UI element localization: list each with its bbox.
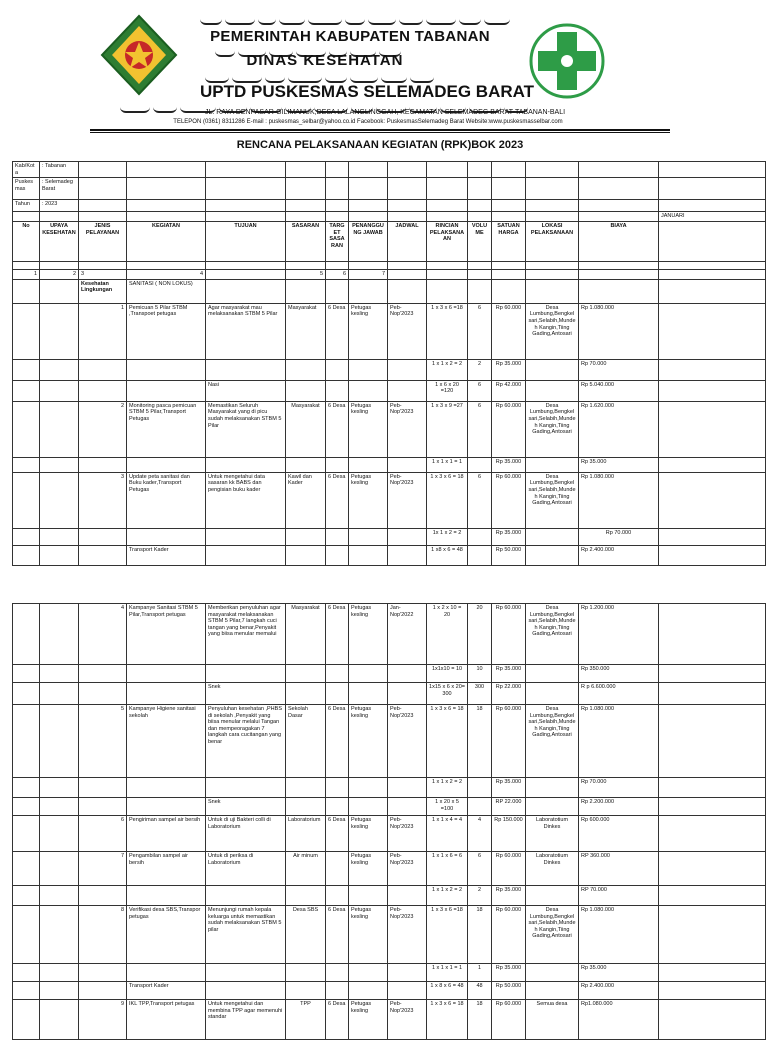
activity-cost: Rp 70.000: [579, 778, 659, 798]
activity-detail: 1 x 3 x 6 =18: [427, 303, 468, 359]
program-label: SANITASI ( NON LOKUS): [127, 279, 206, 303]
activity-schedule: Peb-Nop'2023: [388, 1000, 427, 1040]
activity-schedule: Peb-Nop'2023: [388, 816, 427, 852]
activity-unit-price: Rp 60.000: [492, 303, 526, 359]
activity-unit-price: Rp 60.000: [492, 852, 526, 886]
table-row: [13, 852, 766, 886]
activity-cost: Rp 1.200.000: [579, 604, 659, 665]
activity-pic: Petugas kesling: [349, 852, 388, 886]
activity-cost: Rp 2.400.000: [579, 982, 659, 1000]
activity-target: [326, 852, 349, 886]
activity-number: 3: [79, 472, 127, 528]
header-satuan: SATUAN HARGA: [492, 222, 526, 262]
activity-target: 6 Desa: [326, 816, 349, 852]
activity-target-group: Kawil dan Kader: [286, 472, 326, 528]
balinese-script-line: [200, 12, 530, 22]
table-row: [13, 982, 766, 1000]
activity-detail: 1 x 20 x 5 =100: [427, 798, 468, 816]
table-row: [13, 303, 766, 359]
activity-cost: Rp 70.000: [579, 528, 659, 545]
activity-unit-price: Rp 35.000: [492, 778, 526, 798]
header-jadwal: JADWAL: [388, 222, 427, 262]
activity-unit-price: Rp 22.000: [492, 683, 526, 705]
activity-pic: Petugas kesling: [349, 906, 388, 964]
activity-name: Kampanye Higiene sanitasi sekolah: [127, 705, 206, 778]
activity-detail: 1 x 2 x 10 = 20: [427, 604, 468, 665]
activity-detail: 1 x 1 x 6 = 6: [427, 852, 468, 886]
rpk-table-page-2: [12, 603, 766, 1040]
activity-location: Desa Lumbung,Bengkel sari,Selabih,Mundeh Kangin,Tiing Gading,Antosari: [526, 604, 579, 665]
activity-volume: 300: [468, 683, 492, 705]
activity-cost: Rp 1.080.000: [579, 472, 659, 528]
section-row: [13, 279, 766, 303]
activity-detail: 1 x 1 x 2 = 2: [427, 778, 468, 798]
activity-cost: Rp 5.040.000: [579, 380, 659, 401]
activity-goal: Agar masyarakat mau melaksanakan STBM 5 Pilar: [206, 303, 286, 359]
numbering-row: [13, 270, 766, 280]
activity-number: 2: [79, 401, 127, 457]
activity-unit-price: Rp 60.000: [492, 604, 526, 665]
activity-detail: 1 x 6 x 20 =120: [427, 380, 468, 401]
activity-detail: 1 x8 x 6 = 48: [427, 545, 468, 565]
activity-detail: 1 x 1 x 1 = 1: [427, 964, 468, 982]
item-label: Transport Kader: [127, 545, 206, 565]
regency-emblem-icon: [98, 14, 180, 96]
header-jenis: JENIS PELAYANAN: [79, 222, 127, 262]
table-row: [13, 964, 766, 982]
table-row: [13, 798, 766, 816]
activity-unit-price: Rp 35.000: [492, 528, 526, 545]
table-row: [13, 380, 766, 401]
activity-cost: Rp 1.080.000: [579, 705, 659, 778]
activity-volume: 6: [468, 852, 492, 886]
activity-detail: 1x15 x 6 x 20= 300: [427, 683, 468, 705]
col-number: 5: [286, 270, 326, 280]
activity-name: Pengambilan sampel air bersih: [127, 852, 206, 886]
header-target: TARGET SASARAN: [326, 222, 349, 262]
activity-target: 6 Desa: [326, 401, 349, 457]
activity-detail: 1x 1 x 2 = 2: [427, 528, 468, 545]
header-no: No: [13, 222, 40, 262]
activity-volume: 18: [468, 906, 492, 964]
activity-unit-price: Rp 150.000: [492, 816, 526, 852]
activity-schedule: Peb-Nop'2023: [388, 906, 427, 964]
table-row: [13, 816, 766, 852]
activity-target-group: Masyarakat: [286, 401, 326, 457]
activity-volume: 6: [468, 401, 492, 457]
activity-cost: Rp 350.000: [579, 665, 659, 683]
activity-goal: Untuk mengetahui data sasaran kk BABS dan pengisian buku kader: [206, 472, 286, 528]
activity-target-group: Air minum: [286, 852, 326, 886]
activity-target: 6 Desa: [326, 705, 349, 778]
activity-cost: Rp 35.000: [579, 964, 659, 982]
header-rincian: RINCIAN PELAKSANAAN: [427, 222, 468, 262]
activity-schedule: Peb-Nop'2023: [388, 303, 427, 359]
table-row: [13, 457, 766, 472]
activity-volume: 2: [468, 359, 492, 380]
activity-detail: 1 x 3 x 6 = 18: [427, 705, 468, 778]
col-number: 7: [349, 270, 388, 280]
activity-pic: Petugas kesling: [349, 472, 388, 528]
activity-schedule: Jan-Nop'2022: [388, 604, 427, 665]
activity-location: Laboratotium Dinkes: [526, 816, 579, 852]
activity-volume: 18: [468, 705, 492, 778]
activity-unit-price: Rp 50.000: [492, 545, 526, 565]
health-cross-logo-icon: [528, 22, 606, 100]
address-line: JL. RAYA DENPASAR-GILIMANUK,DESA LALANGLINGGAH, KECAMATAN SELEMADEG BARAT-TABANAN-BALI: [204, 109, 566, 116]
activity-unit-price: Rp 42.000: [492, 380, 526, 401]
activity-detail: 1x1x10 = 10: [427, 665, 468, 683]
activity-goal: Untuk di uji Bakteri colli di Laboratorium: [206, 816, 286, 852]
kabkota-label: Kab/Kota: [13, 162, 40, 178]
activity-cost: RP 70.000: [579, 886, 659, 906]
table-row: [13, 545, 766, 565]
activity-unit-price: Rp 60.000: [492, 1000, 526, 1040]
table-row: [13, 528, 766, 545]
table-row: [13, 472, 766, 528]
activity-schedule: Peb-Nop'2023: [388, 852, 427, 886]
header-tujuan: TUJUAN: [206, 222, 286, 262]
col-number: 2: [40, 270, 79, 280]
table-row: [13, 886, 766, 906]
activity-goal: Untuk di periksa di Laboratorium: [206, 852, 286, 886]
activity-cost: Rp 600.000: [579, 816, 659, 852]
activity-number: 7: [79, 852, 127, 886]
activity-name: Pengiriman sampel air bersih: [127, 816, 206, 852]
header-sasaran: SASARAN: [286, 222, 326, 262]
activity-schedule: Peb-Nop'2023: [388, 472, 427, 528]
table-row: [13, 604, 766, 665]
activity-name: Pemicuan 5 Pilar STBM ,Transpoet petugas: [127, 303, 206, 359]
activity-number: 8: [79, 906, 127, 964]
activity-goal: Memberikan penyuluhan agar masyarakat melaksanakan STBM 5 Pilar,7 langkah cuci tangan yang benar,Penyakit yang biisa menular memalui: [206, 604, 286, 665]
activity-cost: Rp 2.400.000: [579, 545, 659, 565]
activity-name: Verifikasi desa SBS,Transpor petugas: [127, 906, 206, 964]
activity-volume: 2: [468, 886, 492, 906]
letterhead-rule-thin: [90, 132, 670, 133]
activity-number: 6: [79, 816, 127, 852]
item-label: Nasi: [206, 380, 286, 401]
document-title: RENCANA PELAKSANAAN KEGIATAN (RPK)BOK 2023: [236, 139, 524, 151]
activity-detail: 1 x 3 x 6 =18: [427, 906, 468, 964]
col-number: 3: [79, 270, 127, 280]
header-pj: PENANGGUNG JAWAB: [349, 222, 388, 262]
activity-volume: 6: [468, 303, 492, 359]
activity-unit-price: Rp 35.000: [492, 457, 526, 472]
activity-detail: 1 x 8 x 6 = 48: [427, 982, 468, 1000]
col-number: 4: [127, 270, 206, 280]
puskesmas-label: Puskesmas: [13, 178, 40, 200]
table-row: [13, 778, 766, 798]
col-number: 1: [13, 270, 40, 280]
activity-location: Desa Lumbung,Bengkel sari,Selabih,Mundeh Kangin,Tiing Gading,Antosari: [526, 705, 579, 778]
activity-location: Laboratotium Dinkes: [526, 852, 579, 886]
month-label: JANUARI: [659, 212, 766, 222]
activity-volume: 1: [468, 964, 492, 982]
header-row: [13, 222, 766, 262]
activity-volume: 10: [468, 665, 492, 683]
activity-volume: 6: [468, 380, 492, 401]
month-row: [13, 212, 766, 222]
activity-detail: 1 x 3 x 6 = 18: [427, 472, 468, 528]
activity-target: 6 Desa: [326, 472, 349, 528]
activity-goal: Menunjungi rumah kepala keluarga untuk memastikan sudah melaksanakan STBM 5 pilar: [206, 906, 286, 964]
activity-target: 6 Desa: [326, 604, 349, 665]
activity-unit-price: Rp 50.000: [492, 982, 526, 1000]
activity-schedule: Peb-Nop'2023: [388, 705, 427, 778]
activity-unit-price: Rp 35.000: [492, 964, 526, 982]
activity-cost: R p 6.600.000: [579, 683, 659, 705]
activity-cost: Rp1.080.000: [579, 1000, 659, 1040]
table-row: [13, 683, 766, 705]
activity-volume: 48: [468, 982, 492, 1000]
activity-number: 5: [79, 705, 127, 778]
header-lokasi: LOKASI PELAKSANAAN: [526, 222, 579, 262]
activity-goal: Penyuluhan kesehatan ,PHBS di sekolah ,Penyakit yang biisa menular melalui Tangan dan mempeoragakan 7 langkah cara cucitangan yang benar: [206, 705, 286, 778]
letterhead-rule: [90, 129, 670, 131]
activity-unit-price: Rp 60.000: [492, 906, 526, 964]
activity-pic: Petugas kesling: [349, 303, 388, 359]
activity-name: IKL TPP,Transport petugas: [127, 1000, 206, 1040]
activity-cost: Rp 35.000: [579, 457, 659, 472]
activity-unit-price: RP 22.000: [492, 798, 526, 816]
meta-row: [13, 200, 766, 212]
department-name: DINAS KESEHATAN: [246, 52, 404, 69]
balinese-script-line: [205, 70, 505, 80]
activity-detail: 1 x 1 x 4 = 4: [427, 816, 468, 852]
activity-location: Desa Lumbung,Bengkel sari,Selabih,Mundeh Kangin,Tiing Gading,Antosari: [526, 472, 579, 528]
activity-number: 1: [79, 303, 127, 359]
item-label: Snek: [206, 683, 286, 705]
activity-pic: Petugas kesling: [349, 816, 388, 852]
header-biaya: BIAYA: [579, 222, 659, 262]
activity-target-group: Sekolah Dasar: [286, 705, 326, 778]
activity-unit-price: Rp 60.000: [492, 705, 526, 778]
activity-cost: Rp 2.200.000: [579, 798, 659, 816]
activity-unit-price: Rp 60.000: [492, 472, 526, 528]
activity-cost: Rp 1.080.000: [579, 303, 659, 359]
header-upaya: UPAYA KESEHATAN: [40, 222, 79, 262]
activity-schedule: Peb-Nop'2023: [388, 401, 427, 457]
activity-unit-price: Rp 35.000: [492, 886, 526, 906]
activity-name: Kampanye Sanitasi STBM 5 Pilar,Transport petugas: [127, 604, 206, 665]
activity-pic: Petugas kesling: [349, 604, 388, 665]
letterhead: [0, 0, 768, 130]
activity-unit-price: Rp 35.000: [492, 359, 526, 380]
tahun-value: : 2023: [40, 200, 79, 212]
activity-cost: Rp 1.620.000: [579, 401, 659, 457]
activity-detail: 1 x 3 x 9 =27: [427, 401, 468, 457]
activity-volume: 6: [468, 472, 492, 528]
activity-location: Desa Lumbung,Bengkel sari,Selabih,Mundeh Kangin,Tiing Gading,Antosari: [526, 303, 579, 359]
service-label: Kesehatan Lingkungan: [79, 279, 127, 303]
item-label: Snek: [206, 798, 286, 816]
table-row: [13, 1000, 766, 1040]
activity-number: 9: [79, 1000, 127, 1040]
activity-name: Update peta sanitasi dan Buku kader,Transport Petugas: [127, 472, 206, 528]
activity-volume: 18: [468, 1000, 492, 1040]
meta-row: [13, 178, 766, 200]
kabkota-value: : Tabanan: [40, 162, 79, 178]
activity-cost: Rp 70.000: [579, 359, 659, 380]
table-row: [13, 359, 766, 380]
table-row: [13, 665, 766, 683]
activity-detail: 1 x 1 x 2 = 2: [427, 359, 468, 380]
activity-goal: Untuk mengetahui dan membina TPP agar memenuhi standar: [206, 1000, 286, 1040]
activity-volume: 20: [468, 604, 492, 665]
activity-pic: Petugas kesling: [349, 401, 388, 457]
activity-detail: 1 x 1 x 1 = 1: [427, 457, 468, 472]
activity-unit-price: Rp 35.000: [492, 665, 526, 683]
activity-target: 6 Desa: [326, 303, 349, 359]
activity-target-group: TPP: [286, 1000, 326, 1040]
activity-target: 6 Desa: [326, 906, 349, 964]
government-name: PEMERINTAH KABUPATEN TABANAN: [210, 28, 490, 45]
activity-location: Desa Lumbung,Bengkel sari,Selabih,Mundeh Kangin,Tiing Gading,Antosari: [526, 906, 579, 964]
puskesmas-value: : Selemadeg Barat: [40, 178, 79, 200]
activity-target-group: Desa SBS: [286, 906, 326, 964]
table-row: [13, 705, 766, 778]
meta-row: [13, 162, 766, 178]
header-kegiatan: KEGIATAN: [127, 222, 206, 262]
activity-pic: Petugas kesling: [349, 1000, 388, 1040]
contact-line: TELEPON (0361) 8311286 E-mail : puskesmas_selbar@yahoo.co.id Facebook: PuskesmasSelemadeg Barat Website:www.puskesmasselbar.com: [173, 119, 563, 125]
tahun-label: Tahun: [13, 200, 40, 212]
activity-detail: 1 x 1 x 2 = 2: [427, 886, 468, 906]
activity-target-group: Masyarakat: [286, 303, 326, 359]
item-label: Transport Kader: [127, 982, 206, 1000]
unit-name: UPTD PUSKESMAS SELEMADEG BARAT: [200, 82, 535, 101]
activity-cost: RP 360.000: [579, 852, 659, 886]
activity-detail: 1 x 3 x 6 = 18: [427, 1000, 468, 1040]
activity-target-group: Laboratorium: [286, 816, 326, 852]
activity-number: 4: [79, 604, 127, 665]
table-row: [13, 906, 766, 964]
activity-target-group: Masyarakat: [286, 604, 326, 665]
activity-location: Desa Lumbung,Bengkel sari,Selabih,Mundeh Kangin,Tiing Gading,Antosari: [526, 401, 579, 457]
table-row: [13, 401, 766, 457]
activity-name: Monitoring pasca pemicuan STBM 5 Pilar,Transport Petugas: [127, 401, 206, 457]
col-number: 6: [326, 270, 349, 280]
activity-unit-price: Rp 60.000: [492, 401, 526, 457]
activity-volume: 4: [468, 816, 492, 852]
activity-pic: Petugas kesling: [349, 705, 388, 778]
header-volume: VOLUME: [468, 222, 492, 262]
activity-goal: Memastikan Seluruh Masyarakat yang di picu sudah melaksanakan STBM 5 Pilar: [206, 401, 286, 457]
activity-target: 6 Desa: [326, 1000, 349, 1040]
activity-location: Semua desa: [526, 1000, 579, 1040]
activity-cost: Rp 1.080.000: [579, 906, 659, 964]
rpk-table-page-1: [12, 161, 766, 566]
